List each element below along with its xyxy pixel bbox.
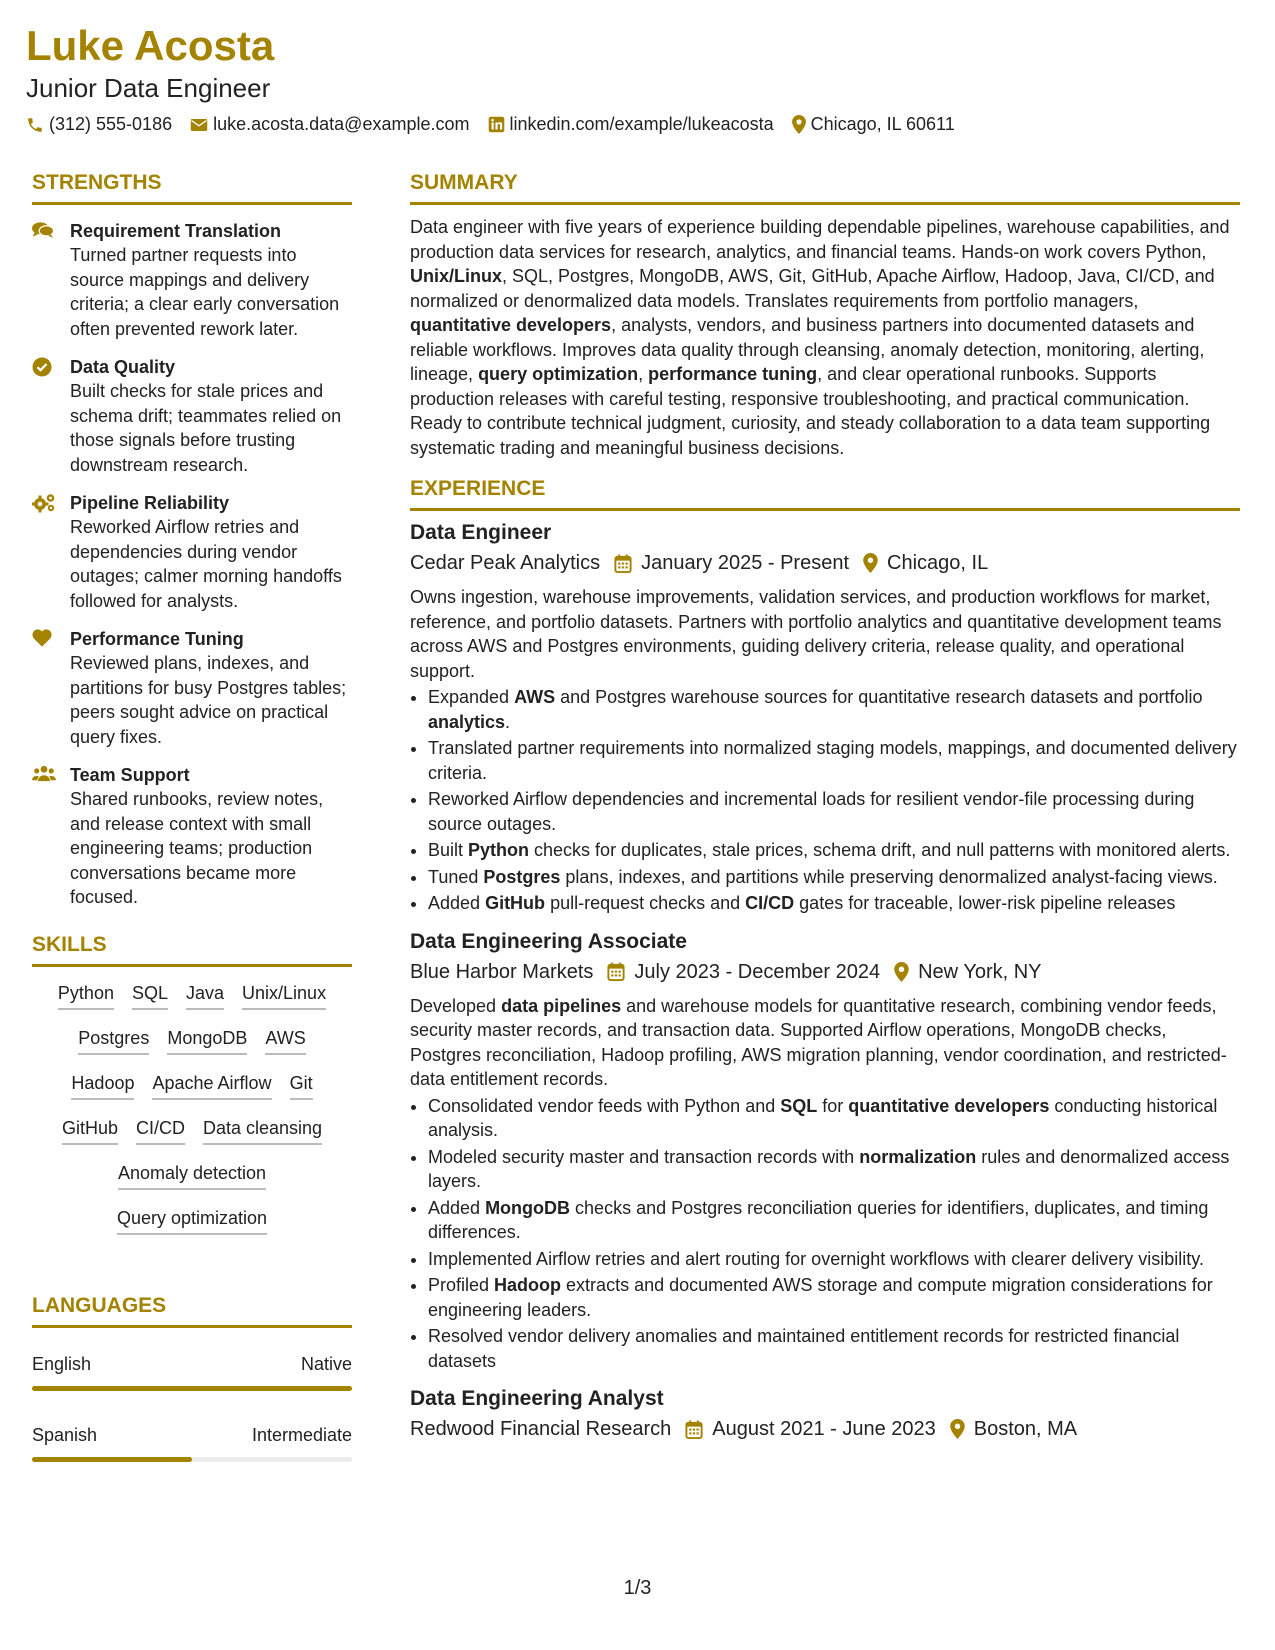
- text-segment: Consolidated vendor feeds with Python and: [428, 1095, 781, 1116]
- bold-text: GitHub: [485, 893, 546, 913]
- bold-text: quantitative developers: [410, 315, 612, 335]
- text-segment: Implemented Airflow retries and alert routing for overnight workflows with clearer delivery visibility.: [428, 1248, 1204, 1269]
- text-segment: Added: [428, 893, 486, 913]
- envelope-icon: [190, 117, 208, 133]
- strength-desc: Turned partner requests into source mappings and delivery criteria; a clear early conversation often prevented rework later.: [70, 245, 340, 339]
- skill-tag: MongoDB: [167, 1026, 247, 1055]
- job-location-text: Chicago, IL: [887, 552, 989, 574]
- job-location-text: New York, NY: [918, 960, 1042, 983]
- job-location: [950, 1415, 1077, 1443]
- text-segment: Expanded: [428, 687, 515, 707]
- bold-text: Postgres: [483, 866, 561, 887]
- bold-text: SQL: [780, 1095, 818, 1116]
- left-column: [32, 170, 352, 1462]
- job-bullet: [428, 865, 1240, 890]
- job-description: [410, 994, 1240, 1092]
- job-bullets: [410, 1094, 1240, 1374]
- text-segment: plans, indexes, and partitions while preserving denormalized analyst-facing views.: [560, 866, 1218, 887]
- job-location-text: Boston, MA: [973, 1418, 1078, 1440]
- candidate-name: Luke Acosta: [26, 22, 275, 69]
- strength-desc: Shared runbooks, review notes, and release context with small engineering teams; production conversations became more focused.: [70, 789, 324, 907]
- bold-text: quantitative developers: [848, 1095, 1050, 1116]
- strength-item: [32, 355, 352, 477]
- text-segment: pull-request checks and: [545, 893, 746, 913]
- job-bullet: [428, 1196, 1240, 1245]
- text-segment: , and clear operational runbooks. Supports production releases with careful testing, responsive troubleshooting, and practical communication. Ready to contribute technical judgment, curiosity, and steady collaboration to a data team supporting systematic trading and meaningful business decisions.: [410, 364, 1211, 458]
- language-level: Intermediate: [251, 1424, 352, 1445]
- calendar-icon: [685, 1420, 703, 1439]
- text-segment: Modeled security master and transaction records with: [428, 1146, 860, 1167]
- text-segment: Reworked Airflow dependencies and incremental loads for resilient vendor-file processing during source outages.: [428, 789, 1195, 834]
- languages-heading: LANGUAGES: [32, 1293, 352, 1328]
- job-dates-text: August 2021 - June 2023: [712, 1418, 936, 1440]
- bold-text: analytics: [428, 711, 506, 732]
- job-meta: [410, 549, 1240, 577]
- job-dates-text: July 2023 - December 2024: [634, 960, 881, 983]
- text-segment: .: [505, 711, 511, 732]
- job-bullet: [428, 838, 1240, 863]
- phone-text: (312) 555-0186: [49, 114, 173, 134]
- bold-text: performance tuning: [648, 364, 818, 384]
- language-proficiency-bar: [32, 1386, 352, 1391]
- strengths-list: [32, 219, 352, 910]
- skill-tag: AWS: [265, 1026, 305, 1055]
- job-dates-text: January 2025 - Present: [641, 552, 850, 574]
- check-circle-icon: [32, 357, 52, 377]
- job-title: Data Engineering Analyst: [410, 1387, 664, 1410]
- strength-title: Team Support: [70, 765, 190, 785]
- job-bullet: [428, 787, 1240, 836]
- contact-email[interactable]: [190, 114, 469, 135]
- job-description: [410, 585, 1240, 683]
- skill-tag: Postgres: [78, 1026, 149, 1055]
- strength-title: Pipeline Reliability: [70, 493, 230, 513]
- job-bullet: [428, 1324, 1240, 1373]
- strength-desc: Reworked Airflow retries and dependencies during vendor outages; calmer morning handoffs followed for analysts.: [70, 517, 342, 611]
- text-segment: Developed: [410, 995, 502, 1016]
- skill-tag: Python: [58, 981, 114, 1010]
- text-segment: and Postgres warehouse sources for quantitative research datasets and portfolio: [555, 687, 1203, 707]
- text-segment: gates for traceable, lower-risk pipeline releases: [794, 893, 1176, 913]
- contact-phone[interactable]: [26, 114, 172, 135]
- job-bullet: [428, 1094, 1240, 1143]
- bold-text: CI/CD: [745, 893, 795, 913]
- strength-item: [32, 491, 352, 613]
- bold-text: Python: [468, 840, 530, 860]
- strength-desc: Reviewed plans, indexes, and partitions for busy Postgres tables; peers sought advice on practical query fixes.: [70, 653, 347, 747]
- job-bullets: [410, 685, 1240, 916]
- skill-tag: GitHub: [62, 1116, 118, 1145]
- skill-tag: Hadoop: [71, 1071, 134, 1100]
- skill-tag: Apache Airflow: [152, 1071, 271, 1100]
- job-bullet: [428, 1273, 1240, 1322]
- gears-icon: [32, 493, 56, 513]
- experience-heading: EXPERIENCE: [410, 476, 1240, 511]
- text-segment: and warehouse models for quantitative research, combining vendor feeds, security master records, and transaction data. Supported Airflow operations, MongoDB checks, Postgres reconciliation, Hadoop profiling, AWS migration planning, vendor coordination, and restricted-data entitlement records.: [410, 995, 1227, 1089]
- heart-icon: [32, 629, 52, 647]
- language-item: [32, 1352, 352, 1391]
- text-segment: Translated partner requirements into normalized staging models, mappings, and documented delivery criteria.: [428, 738, 1237, 783]
- map-pin-icon: [792, 115, 806, 134]
- text-segment: checks and Postgres reconciliation queries for identifiers, duplicates, and timing differences.: [428, 1197, 1209, 1242]
- summary-heading: SUMMARY: [410, 170, 1240, 205]
- text-segment: Tuned: [428, 866, 484, 887]
- bold-text: AWS: [514, 687, 556, 707]
- bold-text: data pipelines: [501, 995, 622, 1016]
- strength-title: Data Quality: [70, 357, 176, 377]
- bold-text: Unix/Linux: [410, 266, 503, 286]
- job-dates: [685, 1415, 936, 1443]
- strength-item: [32, 763, 352, 910]
- text-segment: checks for duplicates, stale prices, schema drift, and null patterns with monitored alerts.: [529, 840, 1231, 860]
- job-company: Blue Harbor Markets: [410, 960, 594, 983]
- job-meta: [410, 1415, 1240, 1443]
- bold-text: MongoDB: [485, 1197, 571, 1218]
- skill-tag: CI/CD: [136, 1116, 185, 1145]
- right-column: [410, 170, 1240, 1443]
- text-segment: extracts and documented AWS storage and compute migration considerations for engineering leaders.: [428, 1275, 1213, 1320]
- strength-item: [32, 627, 352, 749]
- text-segment: Built: [428, 840, 469, 860]
- map-pin-icon: [950, 1419, 965, 1439]
- bold-text: normalization: [859, 1146, 977, 1167]
- skill-tag: Java: [186, 981, 224, 1010]
- bold-text: Hadoop: [494, 1275, 562, 1295]
- job-bullet: [428, 1247, 1240, 1272]
- skills-heading: SKILLS: [32, 932, 352, 967]
- calendar-icon: [614, 554, 632, 573]
- job-dates: [607, 958, 880, 986]
- skill-tag: Anomaly detection: [118, 1161, 266, 1190]
- text-segment: Data engineer with five years of experience building dependable pipelines, warehouse capabilities, and production data services for research, analytics, and financial teams. Hands-on work covers Python,: [410, 217, 1230, 262]
- email-text: luke.acosta.data@example.com: [213, 114, 470, 134]
- map-pin-icon: [894, 962, 909, 982]
- job-bullet: [428, 736, 1240, 785]
- job-entry: [410, 1385, 1240, 1443]
- text-segment: Profiled: [428, 1275, 495, 1295]
- text-segment: Resolved vendor delivery anomalies and maintained entitlement records for restricted financial datasets: [428, 1326, 1180, 1371]
- job-entry: [410, 519, 1240, 916]
- job-bullet: [428, 891, 1240, 916]
- job-entry: [410, 928, 1240, 1374]
- language-proficiency-fill: [32, 1457, 192, 1462]
- language-item: [32, 1423, 352, 1462]
- job-bullet: [428, 1145, 1240, 1194]
- bold-text: query optimization: [478, 364, 639, 384]
- skill-tag: Unix/Linux: [242, 981, 326, 1010]
- text-segment: rules and denormalized access layers.: [428, 1146, 1230, 1191]
- skill-tag: Git: [290, 1071, 313, 1100]
- text-segment: Added: [428, 1197, 486, 1218]
- job-company: Redwood Financial Research: [410, 1418, 672, 1440]
- linkedin-icon: [488, 116, 505, 133]
- comments-icon: [32, 221, 54, 239]
- job-location: [863, 549, 988, 577]
- strengths-heading: STRENGTHS: [32, 170, 352, 205]
- languages-list: [32, 1352, 352, 1462]
- strength-desc: Built checks for stale prices and schema drift; teammates relied on those signals before trusting downstream research.: [70, 381, 342, 475]
- text-segment: conducting historical analysis.: [428, 1095, 1218, 1140]
- experience-list: [410, 519, 1240, 1443]
- job-location: [894, 958, 1041, 986]
- candidate-title: Junior Data Engineer: [26, 73, 271, 103]
- location-text: Chicago, IL 60611: [810, 114, 955, 134]
- job-dates: [614, 549, 849, 577]
- language-name: English: [32, 1353, 92, 1374]
- language-proficiency-fill: [32, 1386, 352, 1391]
- text-segment: , SQL, Postgres, MongoDB, AWS, Git, GitHub, Apache Airflow, Hadoop, Java, CI/CD, and normalized or denormalized data models. Translates requirements from portfolio managers,: [410, 266, 1215, 311]
- text-segment: for: [817, 1095, 849, 1116]
- strength-title: Performance Tuning: [70, 629, 244, 649]
- contact-location: [792, 114, 955, 135]
- job-bullet: [428, 685, 1240, 734]
- contact-bar: [26, 114, 1249, 135]
- text-segment: ,: [638, 364, 649, 384]
- calendar-icon: [607, 962, 625, 981]
- map-pin-icon: [863, 553, 878, 573]
- skill-tag: SQL: [132, 981, 168, 1010]
- phone-icon: [26, 116, 44, 134]
- linkedin-text: linkedin.com/example/lukeacosta: [509, 114, 774, 134]
- language-name: Spanish: [32, 1424, 98, 1445]
- page-number: 1/3: [623, 1577, 652, 1599]
- resume-header: [26, 20, 1249, 135]
- skill-tag: Query optimization: [117, 1206, 267, 1235]
- skill-tag: Data cleansing: [203, 1116, 322, 1145]
- skills-list: [32, 967, 352, 1251]
- language-level: Native: [300, 1353, 352, 1374]
- language-proficiency-bar: [32, 1457, 352, 1462]
- strength-title: Requirement Translation: [70, 221, 282, 241]
- text-segment: Owns ingestion, warehouse improvements, validation services, and production workflows for market, reference, and portfolio datasets. Partners with portfolio analytics and quantitative development teams across AWS and Postgres environments, guiding delivery criteria, release quality, and operational support.: [410, 587, 1222, 681]
- contact-linkedin[interactable]: [488, 114, 774, 135]
- strength-item: [32, 219, 352, 341]
- job-meta: [410, 958, 1240, 986]
- job-title: Data Engineering Associate: [410, 929, 687, 953]
- job-title: Data Engineer: [410, 521, 552, 544]
- users-icon: [32, 765, 56, 782]
- summary-text: [410, 215, 1240, 460]
- job-company: Cedar Peak Analytics: [410, 552, 601, 574]
- text-segment: , analysts, vendors, and business partners into documented datasets and reliable workflows. Improves data quality through cleansing, anomaly detection, monitoring, alerting, lineage,: [410, 315, 1205, 384]
